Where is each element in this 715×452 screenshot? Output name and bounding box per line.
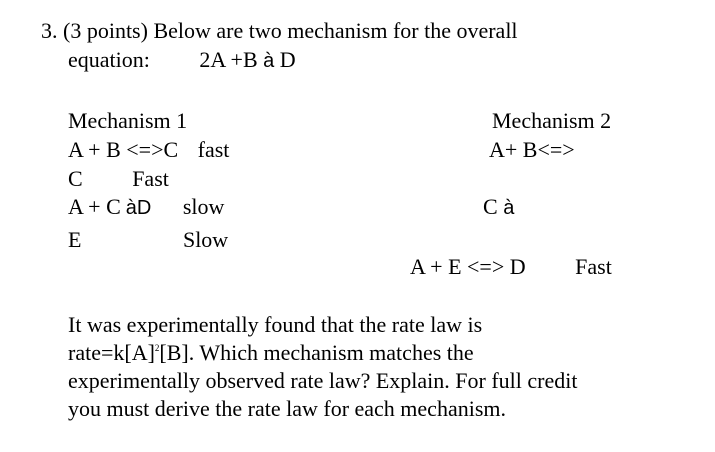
rate-law-rest: [B]. Which mechanism matches the [159, 340, 474, 365]
mechanism2-title: Mechanism 2 [492, 108, 612, 133]
mechanism1-step2 [68, 194, 224, 221]
body-line-3: experimentally observed rate law? Explain. For full credit [68, 368, 578, 393]
question-number: 3. [41, 18, 58, 43]
mechanism1-step2-reaction: A + C [68, 194, 121, 219]
body-line-2 [68, 340, 474, 366]
rate-law-exponent: 2 [154, 343, 160, 353]
overall-product: D [279, 47, 296, 72]
mechanism1-step1-cont-species: C [68, 166, 83, 191]
overall-equation: 2A +B [199, 47, 258, 72]
mechanism1-step1 [68, 137, 229, 163]
equation-label: equation: [68, 47, 150, 72]
mechanism2-step2 [483, 194, 514, 221]
question-intro: Below are two mechanism for the overall [153, 18, 518, 43]
mechanism2-step2-arrow: à [503, 197, 515, 219]
mechanism1-step2-speed: slow [182, 194, 225, 219]
question-header-line2 [68, 47, 296, 74]
body-line-4: you must derive the rate law for each mechanism. [68, 396, 507, 421]
mechanism1-step2-cont-speed: Slow [182, 227, 229, 252]
mechanism2-step3-speed: Fast [575, 254, 612, 279]
question-points: (3 points) [63, 18, 148, 43]
question-header-line1 [41, 18, 518, 44]
mechanism1-step1-cont [68, 166, 169, 192]
mechanism1-step2-arrow: àD [125, 197, 152, 219]
rate-law-start: rate=k[A] [68, 340, 155, 365]
mechanism2-step2-species: C [483, 194, 498, 219]
mechanism1-step2-cont-species: E [68, 227, 82, 252]
mechanism1-step1-speed: fast [197, 137, 230, 162]
body-line-1: It was experimentally found that the rate law is [68, 312, 483, 337]
mechanism1-step1-cont-speed: Fast [132, 166, 169, 191]
mechanism2-step3 [410, 254, 612, 280]
mechanism1-step1-reaction: A + B <=>C [68, 137, 179, 162]
mechanism2-step1: A+ B<=> [489, 137, 575, 162]
mechanism2-step3-reaction: A + E <=> D [410, 254, 526, 279]
mechanism1-title: Mechanism 1 [68, 108, 188, 133]
mechanism1-step2-cont [68, 227, 228, 253]
overall-arrow: à [263, 50, 275, 72]
